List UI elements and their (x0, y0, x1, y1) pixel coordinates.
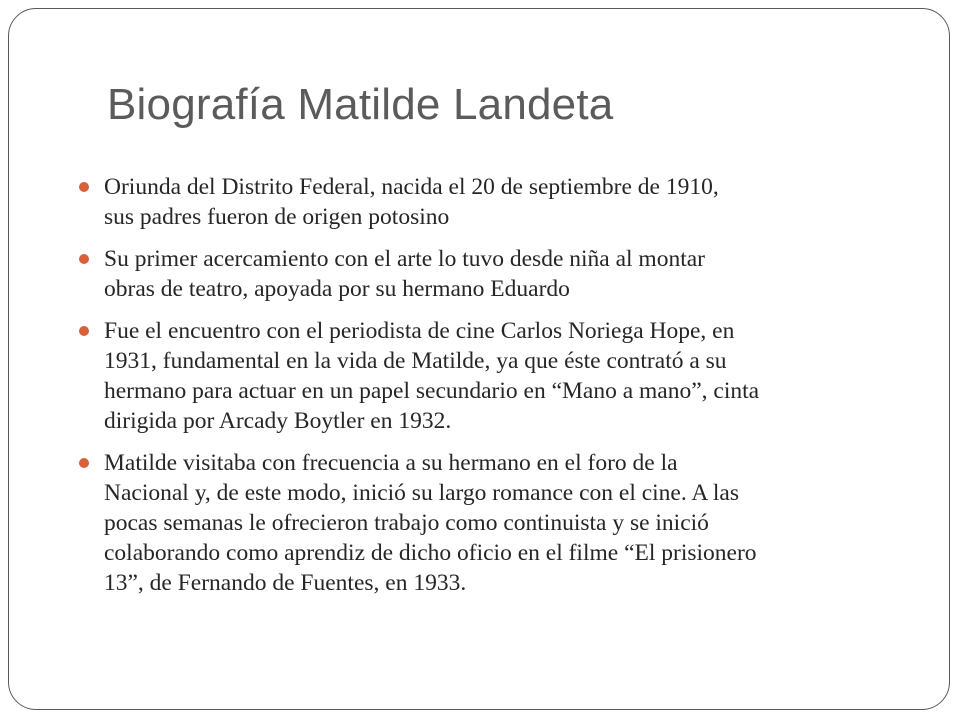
bullet-item-3 (76, 316, 896, 436)
bullet-item-1 (76, 172, 896, 232)
bullet-line: pocas semanas le ofrecieron trabajo como continuista y se inició (104, 510, 709, 536)
bullet-icon (79, 182, 89, 192)
bullet-line: colaborando como aprendiz de dicho oficio en el filme “El prisionero (104, 540, 757, 566)
bullet-line: sus padres fueron de origen potosino (104, 204, 450, 230)
bullet-line: Matilde visitaba con frecuencia a su hermano en el foro de la (104, 450, 678, 476)
bullet-item-2 (76, 244, 896, 304)
bullet-item-4 (76, 448, 896, 598)
bullet-list (76, 172, 896, 610)
bullet-line: 13”, de Fernando de Fuentes, en 1933. (104, 570, 467, 596)
slide-title: Biografía Matilde Landeta (107, 80, 614, 129)
bullet-line: hermano para actuar en un papel secundario en “Mano a mano”, cinta (104, 378, 760, 404)
bullet-line: Oriunda del Distrito Federal, nacida el 20 de septiembre de 1910, (104, 174, 719, 200)
bullet-line: dirigida por Arcady Boytler en 1932. (104, 408, 452, 434)
bullet-line: obras de teatro, apoyada por su hermano Eduardo (104, 276, 570, 302)
bullet-icon (79, 254, 89, 264)
bullet-icon (79, 326, 89, 336)
bullet-line: Su primer acercamiento con el arte lo tuvo desde niña al montar (104, 246, 705, 272)
bullet-line: Nacional y, de este modo, inició su largo romance con el cine. A las (104, 480, 739, 506)
bullet-icon (79, 458, 89, 468)
bullet-line: 1931, fundamental en la vida de Matilde, ya que éste contrató a su (104, 348, 727, 374)
bullet-line: Fue el encuentro con el periodista de cine Carlos Noriega Hope, en (104, 318, 735, 344)
